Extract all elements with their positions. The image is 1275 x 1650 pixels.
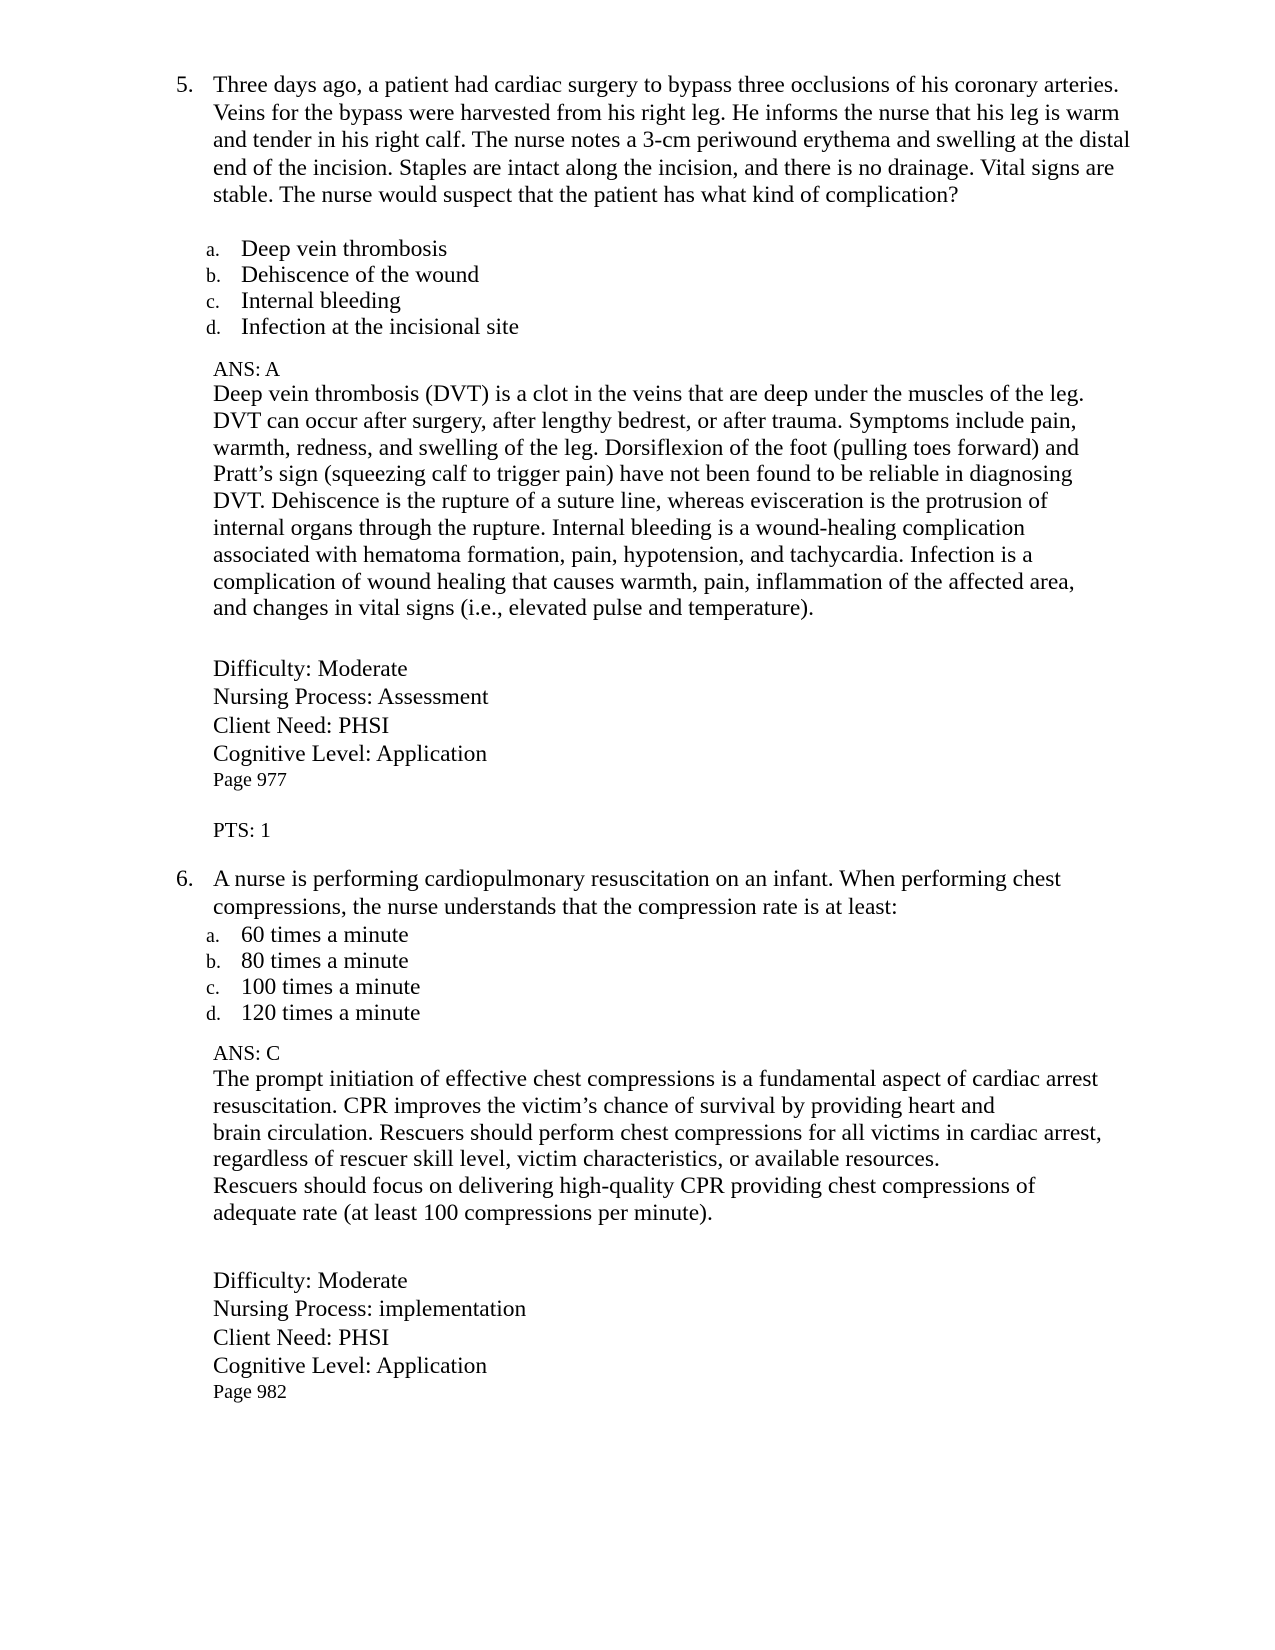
question-6-option-a [206, 922, 906, 949]
question-6-rationale [213, 1066, 1163, 1227]
question-5-option-a [206, 236, 906, 263]
question-6-option-d [206, 1000, 906, 1027]
question-6-stem: A nurse is performing cardiopulmonary resuscitation on an infant. When performing chest compressions, the nurse understands that the compression rate is at least: [213, 866, 1061, 920]
option-text: Dehiscence of the wound [241, 262, 480, 288]
question-6-option-c [206, 974, 906, 1001]
option-letter: d. [206, 317, 221, 339]
question-5-metadata [213, 655, 488, 791]
cognitive-level: Cognitive Level: Application [213, 1353, 488, 1380]
page-reference: Page 977 [213, 768, 287, 791]
rationale-line: The prompt initiation of effective chest compressions is a fundamental aspect of cardiac arrest [213, 1066, 1099, 1092]
nursing-process: Nursing Process: implementation [213, 1296, 527, 1323]
question-5-points: PTS: 1 [213, 818, 271, 842]
option-letter: d. [206, 1003, 221, 1025]
question-5-option-c [206, 288, 906, 315]
question-6-answer: ANS: C [213, 1041, 281, 1065]
rationale-line: resuscitation. CPR improves the victim’s chance of survival by providing heart and [213, 1092, 995, 1119]
question-5-answer: ANS: A [213, 357, 281, 381]
page-reference: Page 982 [213, 1380, 287, 1403]
option-letter: a. [206, 239, 220, 261]
rationale-line: adequate rate (at least 100 compressions per minute). [213, 1199, 713, 1226]
rationale-line: warmth, redness, and swelling of the leg. Dorsiflexion of the foot (pulling toes forward) and [213, 434, 1080, 461]
question-5-option-b [206, 262, 906, 289]
difficulty: Difficulty: Moderate [213, 1268, 408, 1294]
option-letter: c. [206, 977, 220, 999]
question-6-option-b [206, 948, 906, 975]
question-5-option-d [206, 314, 906, 341]
rationale-line: Rescuers should focus on delivering high-quality CPR providing chest compressions of [213, 1173, 1036, 1200]
difficulty: Difficulty: Moderate [213, 656, 408, 682]
option-letter: b. [206, 951, 221, 973]
rationale-line: DVT. Dehiscence is the rupture of a suture line, whereas evisceration is the protrusion of [213, 488, 1048, 515]
option-text: 100 times a minute [241, 974, 421, 1000]
question-6-number: 6. [176, 866, 194, 892]
option-text: Internal bleeding [241, 288, 401, 314]
option-letter: c. [206, 291, 220, 313]
question-6-metadata [213, 1267, 526, 1403]
rationale-line: brain circulation. Rescuers should perform chest compressions for all victims in cardiac arrest, [213, 1119, 1102, 1146]
option-text: 80 times a minute [241, 948, 409, 974]
option-text: 60 times a minute [241, 922, 409, 948]
option-letter: b. [206, 265, 221, 287]
option-text: 120 times a minute [241, 1000, 421, 1026]
rationale-line: regardless of rescuer skill level, victim characteristics, or available resources. [213, 1146, 940, 1173]
rationale-line: Deep vein thrombosis (DVT) is a clot in the veins that are deep under the muscles of the leg. [213, 381, 1085, 407]
option-letter: a. [206, 925, 220, 947]
client-need: Client Need: PHSI [213, 1324, 390, 1351]
rationale-line: and changes in vital signs (i.e., elevated pulse and temperature). [213, 595, 814, 622]
cognitive-level: Cognitive Level: Application [213, 741, 488, 768]
rationale-line: internal organs through the rupture. Internal bleeding is a wound-healing complication [213, 514, 1026, 541]
question-5-stem: Three days ago, a patient had cardiac surgery to bypass three occlusions of his coronary arteries. Veins for the bypass were harvested from his right leg. He informs the nurse that his leg is warm and tender in his right calf. The nurse notes a 3-cm periwound erythema and swelling at the distal end of the incision. Staples are intact along the incision, and there is no drainage. Vital signs are stable. The nurse would suspect that the patient has what kind of complication? [213, 72, 1131, 209]
rationale-line: Pratt’s sign (squeezing calf to trigger pain) have not been found to be reliable in diagnosing [213, 461, 1073, 488]
nursing-process: Nursing Process: Assessment [213, 684, 489, 711]
rationale-line: complication of wound healing that causes warmth, pain, inflammation of the affected area, [213, 568, 1075, 595]
client-need: Client Need: PHSI [213, 712, 390, 739]
rationale-line: associated with hematoma formation, pain, hypotension, and tachycardia. Infection is a [213, 541, 1033, 568]
option-text: Infection at the incisional site [241, 314, 519, 340]
question-5-number: 5. [176, 72, 194, 98]
rationale-line: DVT can occur after surgery, after lengthy bedrest, or after trauma. Symptoms include pain, [213, 407, 1077, 434]
option-text: Deep vein thrombosis [241, 236, 448, 262]
question-5-rationale [213, 381, 1163, 622]
